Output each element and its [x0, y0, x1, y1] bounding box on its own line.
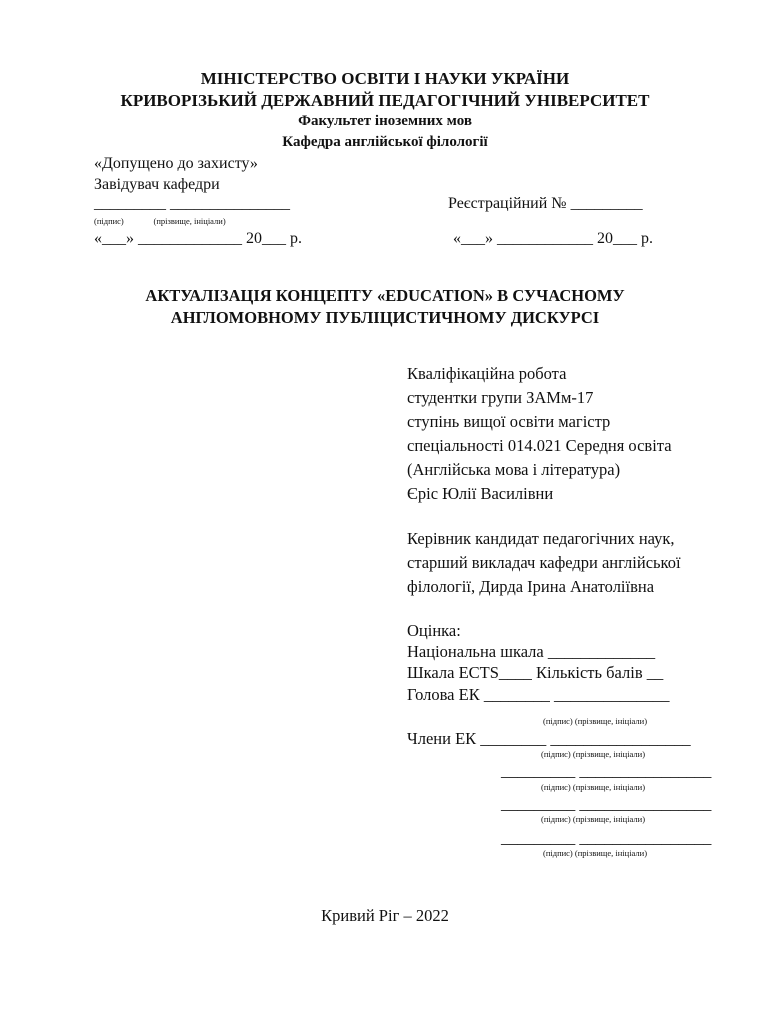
- supervisor-line: старший викладач кафедри англійської: [407, 553, 681, 572]
- registration-number-line: Реєстраційний № _________: [448, 195, 643, 212]
- supervisor-line: філології, Дирда Ірина Анатоліївна: [407, 577, 655, 596]
- national-scale-line: Національна шкала _____________: [407, 642, 656, 661]
- student-name: Єріс Юлії Василівни: [407, 484, 554, 503]
- grade-label: Оцінка:: [407, 621, 461, 640]
- head-signature-caption: (підпис) (прізвище, ініціали): [94, 216, 226, 226]
- work-info-line: ступінь вищої освіти магістр: [407, 412, 611, 431]
- ects-scale-line: Шкала ECTS____ Кількість балів __: [407, 663, 664, 682]
- admitted-text: «Допущено до захисту»: [94, 155, 258, 172]
- ministry-heading: МІНІСТЕРСТВО ОСВІТИ І НАУКИ УКРАЇНИ: [200, 69, 570, 88]
- thesis-title-line2: АНГЛОМОВНОМУ ПУБЛІЦИСТИЧНОМУ ДИСКУРСІ: [170, 308, 600, 327]
- member-signature-caption: (підпис) (прізвище, ініціали): [541, 782, 646, 792]
- member-signature-line: _________ ________________: [501, 794, 712, 813]
- approval-date-line: «___» _____________ 20___ р.: [94, 230, 302, 247]
- commission-chair-line: Голова ЕК ________ ______________: [407, 685, 670, 704]
- thesis-title-line1: АКТУАЛІЗАЦІЯ КОНЦЕПТУ «EDUCATION» В СУЧАСНОМУ: [145, 286, 625, 305]
- work-info-line: спеціальності 014.021 Середня освіта: [407, 436, 672, 455]
- member-signature-line: _________ ________________: [501, 828, 712, 847]
- work-info-line: (Англійська мова і література): [407, 460, 621, 479]
- member-signature-caption: (підпис) (прізвище, ініціали): [541, 749, 646, 759]
- head-signature-line: _________ _______________: [94, 195, 290, 212]
- place-and-year: Кривий Ріг – 2022: [321, 906, 449, 925]
- department-heading: Кафедра англійської філології: [282, 134, 488, 150]
- chair-signature-caption: (підпис) (прізвище, ініціали): [543, 716, 648, 726]
- member-signature-line: _________ ________________: [501, 761, 712, 780]
- member-signature-caption: (підпис) (прізвище, ініціали): [543, 848, 648, 858]
- head-of-department-label: Завідувач кафедри: [94, 176, 220, 193]
- faculty-heading: Факультет іноземних мов: [298, 113, 472, 129]
- university-heading: КРИВОРІЗЬКИЙ ДЕРЖАВНИЙ ПЕДАГОГІЧНИЙ УНІВЕРСИТЕТ: [120, 91, 650, 110]
- member-signature-caption: (підпис) (прізвище, ініціали): [541, 814, 646, 824]
- work-info-line: Кваліфікаційна робота: [407, 364, 567, 383]
- work-info-line: студентки групи ЗАМм-17: [407, 388, 594, 407]
- commission-members-line: Члени ЕК ________ _________________: [407, 729, 691, 748]
- registration-date-line: «___» ____________ 20___ р.: [453, 230, 653, 247]
- supervisor-line: Керівник кандидат педагогічних наук,: [407, 529, 675, 548]
